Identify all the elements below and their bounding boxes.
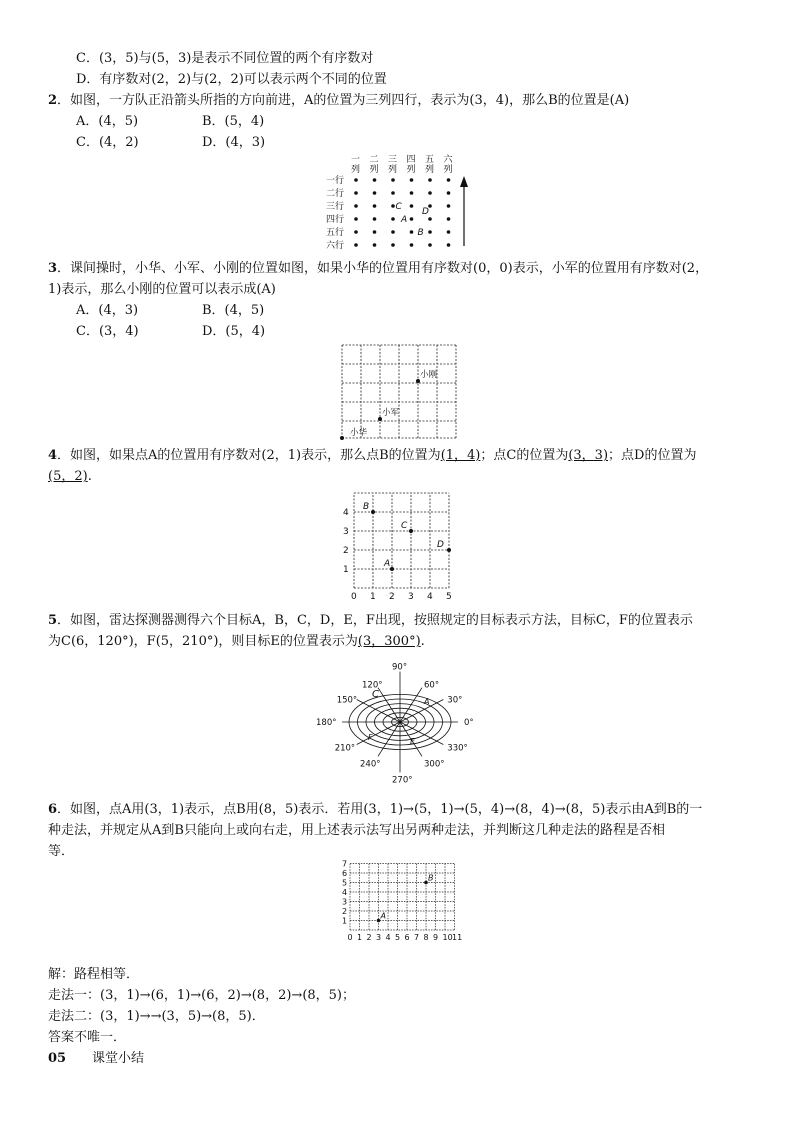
formation-dot (447, 178, 451, 182)
row-label: 二行 (326, 189, 345, 199)
column-label-bottom: 列 (443, 165, 453, 175)
x-tick-label: 4 (385, 933, 391, 942)
angle-label: 330° (447, 743, 468, 754)
x-tick-label: 7 (414, 933, 420, 942)
target-label-a: A (424, 697, 430, 706)
formation-dot (428, 178, 432, 182)
solution-line1: 解：路程相等． (48, 967, 140, 982)
q4-answer-c: (3，3) (568, 448, 609, 463)
formation-dot (410, 204, 414, 208)
q3-option-d: D．(5，4) (202, 324, 266, 339)
formation-dot (391, 178, 395, 182)
angle-label: 240° (360, 759, 381, 770)
radar-ray (378, 722, 400, 756)
x-tick-label: 5 (446, 592, 452, 602)
formation-dot (447, 204, 451, 208)
x-tick-label: 11 (452, 933, 463, 942)
direction-arrow-head (460, 176, 468, 187)
target-label-c: C (372, 689, 379, 700)
formation-dot (354, 243, 358, 247)
x-tick-label: 6 (404, 933, 410, 942)
x-tick-label: 3 (408, 592, 414, 602)
point-label-a: A (380, 911, 386, 921)
point-label-b: B (428, 873, 434, 883)
row-label: 五行 (326, 228, 345, 238)
q4-answer-d: (5，2) (48, 469, 88, 484)
row-label: 四行 (326, 215, 345, 225)
q4-stem-line1: 4．如图，如果点A的位置用有序数对(2，1)表示，那么点B的位置为(1，4)；点C的位置为(3，3)；点D的位置为 (48, 448, 697, 463)
formation-dot (391, 191, 395, 195)
point-c (409, 529, 413, 533)
formation-dot (428, 243, 432, 247)
row-label: 一行 (326, 176, 345, 186)
q6-stem-line1: 6．如图，点A用(3，1)表示，点B用(8，5)表示．若用(3，1)→(5，1)→(5，4)→(8，4)→(8，5)表示由A到B的一 (48, 802, 703, 817)
column-label-top: 二 (369, 155, 379, 165)
q2-formation-figure (326, 154, 476, 254)
q5-stem-line1: 5．如图，雷达探测器测得六个目标A，B，C，D，E，F出现，按照规定的目标表示方法，目标C，F的位置表示 (48, 613, 693, 628)
y-tick-label: 3 (343, 527, 349, 537)
formation-dot (391, 243, 395, 247)
formation-dot (428, 230, 432, 234)
solution-line3: 走法二：(3，1)→→(3，5)→(8，5)． (48, 1009, 265, 1024)
angle-label: 180° (316, 718, 337, 728)
point-label-a: A (384, 559, 391, 569)
formation-dot (447, 243, 451, 247)
q5-stem-line2: 为C(6，120°)，F(5，210°)，则目标E的位置表示为(3，300°). (48, 634, 425, 649)
q3-option-b: B．(4，5) (202, 303, 265, 318)
x-tick-label: 1 (357, 933, 363, 942)
q3-option-a: A．(4，3) (76, 303, 139, 318)
y-tick-label: 6 (342, 869, 348, 878)
column-label-bottom: 列 (388, 165, 398, 175)
point-a (390, 567, 394, 571)
row-label: 三行 (326, 202, 345, 212)
q6-stem-line3: 等． (48, 844, 75, 859)
column-label-top: 一 (351, 155, 361, 165)
formation-dot (373, 178, 377, 182)
angle-label: 210° (334, 743, 356, 754)
solution-line2: 走法一：(3，1)→(6，1)→(6，2)→(8，2)→(8，5)； (48, 988, 355, 1003)
point-label-b: B (363, 502, 370, 512)
column-label-bottom: 列 (369, 165, 379, 175)
y-tick-label: 7 (342, 859, 348, 869)
q2-option-b: B．(5，4) (202, 114, 265, 129)
formation-dot (447, 217, 451, 221)
y-tick-label: 1 (342, 916, 348, 926)
point-label-d: D (437, 540, 444, 550)
x-tick-label: 4 (427, 592, 433, 602)
q3-grid-figure (340, 343, 456, 439)
point-label-b: B (417, 228, 424, 238)
q3-stem-line2: 1)表示，那么小刚的位置可以表示成(A) (48, 282, 276, 297)
radar-ray (378, 688, 400, 722)
column-label-bottom: 列 (351, 165, 361, 175)
formation-dot (373, 191, 377, 195)
formation-dot (354, 217, 358, 221)
point-label-d: D (422, 207, 429, 217)
formation-dot (410, 230, 414, 234)
q5-radar-figure (316, 654, 478, 790)
label-xiaohua: 小华 (350, 428, 368, 438)
formation-dot (428, 191, 432, 195)
label-xiaogang: 小刚 (420, 370, 438, 380)
target-label-e: E (410, 737, 416, 746)
q3-stem-line1: 3．课间操时，小华、小军、小刚的位置如图，如果小华的位置用有序数对(0，0)表示，小军的位置用有序数对(2， (48, 261, 709, 276)
radar-ray (400, 688, 422, 722)
q3-option-c: C．(3，4) (76, 324, 139, 339)
formation-dot (428, 217, 432, 221)
x-tick-label: 9 (433, 933, 439, 942)
point-label-c: C (401, 521, 408, 531)
q2-option-c: C．(4，2) (76, 135, 139, 150)
column-label-top: 四 (406, 155, 416, 165)
y-tick-label: 4 (343, 508, 349, 518)
q1-option-c: C．(3，5)与(5，3)是表示不同位置的两个有序数对 (76, 51, 374, 66)
angle-label: 120° (362, 680, 383, 691)
q6-grid-figure (338, 860, 468, 944)
column-label-top: 五 (425, 155, 435, 165)
angle-label: 30° (447, 695, 463, 706)
point-d (447, 548, 451, 552)
y-tick-label: 3 (342, 897, 348, 907)
formation-dot (373, 243, 377, 247)
q6-stem-line2: 种走法，并规定从A到B只能向上或向右走，用上述表示法写出另两种走法，并判断这几种走法的路程是否相 (48, 823, 665, 838)
q2-stem: 2．如图，一方队正沿箭头所指的方向前进，A的位置为三列四行，表示为(3，4)，那么B的位置是(A) (48, 93, 630, 108)
y-tick-label: 2 (342, 907, 348, 916)
formation-dot (391, 204, 395, 208)
formation-dot (410, 243, 414, 247)
x-tick-label: 0 (351, 592, 357, 602)
x-tick-label: 1 (370, 592, 376, 602)
q2-option-a: A．(4，5) (76, 114, 139, 129)
formation-dot (373, 217, 377, 221)
x-tick-label: 2 (389, 592, 395, 602)
formation-dot (354, 178, 358, 182)
x-tick-label: 10 (442, 933, 453, 942)
y-tick-label: 2 (343, 546, 349, 556)
x-tick-label: 2 (366, 933, 372, 942)
angle-label: 270° (392, 775, 413, 786)
label-xiaojun: 小军 (382, 408, 400, 418)
y-tick-label: 5 (342, 878, 348, 888)
column-label-bottom: 列 (406, 165, 416, 175)
point-label-a: A (401, 215, 408, 225)
formation-dot (391, 217, 395, 221)
point-b (371, 510, 375, 514)
q4-coordinate-grid (338, 490, 458, 602)
column-label-top: 三 (388, 155, 398, 165)
formation-dot (410, 217, 414, 221)
q2-option-d: D．(4，3) (202, 135, 266, 150)
y-tick-label: 4 (342, 888, 348, 897)
q5-answer: (3，300°) (357, 634, 421, 649)
target-label-f: F (368, 733, 373, 742)
point-xiaohua (340, 436, 344, 440)
angle-label: 0° (464, 718, 474, 728)
q4-stem-line2: (5，2). (48, 469, 92, 484)
formation-dot (447, 230, 451, 234)
formation-dot (391, 230, 395, 234)
x-tick-label: 0 (347, 933, 353, 942)
formation-dot (447, 191, 451, 195)
angle-label: 60° (424, 680, 440, 691)
formation-dot (410, 178, 414, 182)
x-tick-label: 5 (395, 933, 401, 942)
column-label-bottom: 列 (425, 165, 435, 175)
solution-line4: 答案不唯一． (48, 1030, 127, 1045)
formation-dot (354, 204, 358, 208)
formation-dot (373, 204, 377, 208)
angle-label: 90° (392, 662, 408, 673)
x-tick-label: 3 (376, 933, 382, 942)
formation-dot (410, 191, 414, 195)
q1-option-d: D．有序数对(2，2)与(2，2)可以表示两个不同的位置 (76, 72, 387, 87)
row-label: 六行 (326, 241, 345, 251)
y-tick-label: 1 (343, 565, 349, 575)
column-label-top: 六 (443, 155, 453, 165)
q4-answer-b: (1，4) (440, 448, 481, 463)
x-tick-label: 8 (423, 933, 429, 942)
section-title: 课堂小结 (92, 1051, 145, 1066)
formation-dot (354, 230, 358, 234)
angle-label: 150° (336, 695, 358, 706)
angle-label: 300° (424, 759, 445, 770)
formation-dot (354, 191, 358, 195)
formation-dot (373, 230, 377, 234)
section-number: 05 (48, 1051, 67, 1066)
point-label-c: C (395, 202, 402, 212)
